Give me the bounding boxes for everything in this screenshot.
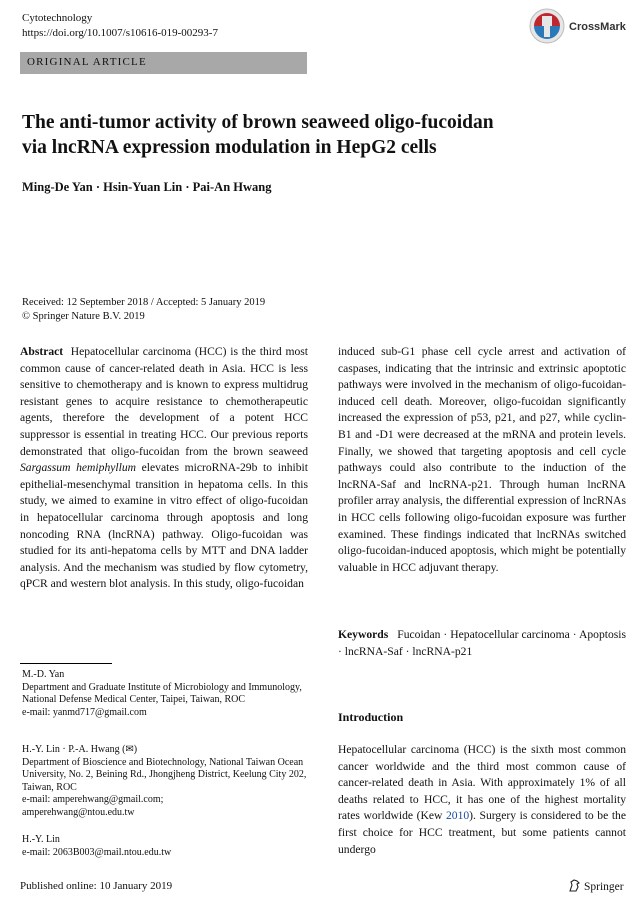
article-title — [22, 110, 622, 160]
affiliation-2-email-2[interactable]: amperehwang@ntou.edu.tw — [22, 806, 135, 818]
affiliation-1-email[interactable]: e-mail: yanmd717@gmail.com — [22, 706, 147, 718]
introduction-heading: Introduction — [338, 710, 404, 724]
crossmark-badge[interactable] — [529, 8, 629, 52]
copyright-notice: © Springer Nature B.V. 2019 — [22, 311, 145, 322]
section-banner-label: ORIGINAL ARTICLE — [27, 56, 147, 68]
citation-link[interactable]: 2010 — [445, 809, 470, 823]
received-accepted-dates: Received: 12 September 2018 / Accepted: 5 January 2019 — [22, 297, 266, 308]
affiliation-2 — [22, 744, 307, 820]
crossmark-label: CrossMark — [569, 21, 626, 33]
affiliation-divider — [20, 663, 112, 664]
intro-text-2: ). Surgery is considered to be the first choice for HCC treatment, but some patients cannot undergo — [338, 809, 626, 856]
abstract-text-1: Hepatocellular carcinoma (HCC) is the third most common cause of cancer-related death in Asia. HCC is less sensitive to chemotherapy and is known to express multidrug resistant genes to acquire resistance to chemotherapeutic agents, therefore the development of a potent HCC suppressor is essential in treating HCC. Our previous reports demonstrated that oligo-fucoidan from the brown seaweed — [20, 345, 308, 458]
springer-horse-icon — [568, 879, 581, 892]
published-date: Published online: 10 January 2019 — [20, 880, 173, 892]
introduction-text — [338, 742, 626, 858]
publisher-logo — [568, 879, 624, 893]
title-line-1: The anti-tumor activity of brown seaweed oligo-fucoidan — [22, 112, 494, 133]
title-line-2: via lncRNA expression modulation in HepG2 cells — [22, 137, 437, 158]
affiliation-3-email[interactable]: e-mail: 2063B003@mail.ntou.edu.tw — [22, 846, 172, 858]
doi-link[interactable]: https://doi.org/10.1007/s10616-019-00293-7 — [22, 27, 218, 39]
affiliation-1-name: M.-D. Yan — [22, 669, 65, 680]
affiliation-1 — [22, 669, 307, 719]
journal-name: Cytotechnology — [22, 12, 93, 24]
author-list: Ming-De Yan · Hsin-Yuan Lin · Pai-An Hwang — [22, 180, 272, 194]
affiliation-3-name: H.-Y. Lin — [22, 834, 60, 845]
keywords-text: Fucoidan · Hepatocellular carcinoma · Apoptosis · lncRNA-Saf · lncRNA-p21 — [338, 628, 627, 658]
crossmark-icon — [529, 8, 565, 44]
affiliation-2-email-1[interactable]: e-mail: amperehwang@gmail.com; — [22, 794, 164, 806]
section-banner — [20, 52, 307, 74]
abstract-text-2: elevates microRNA-29b to inhibit epithelial-mesenchymal transition in hepatoma cells. In this study, we aimed to examine in vitro effect of oligo-fucoidan in hepatocellular carcinoma through apoptosis and long noncoding RNA (lncRNA) pathway. Oligo-fucoidan was studied for its anti-hepatoma cells by MTT and DNA ladder analysis. And the mechanism was studied by flow cytometry, qPCR and western blot analysis. In this study, oligo-fucoidan — [20, 461, 308, 591]
keywords-label: Keywords — [338, 628, 389, 641]
affiliation-2-name: H.-Y. Lin · P.-A. Hwang (✉) — [22, 744, 138, 755]
intro-text-1: Hepatocellular carcinoma (HCC) is the sixth most common cancer worldwide and the third most common cause of cancer-related death in Asia. With approximately 1% of all deaths related to HCC, it has one of the highest mortality rates worldwide (Kew — [338, 743, 626, 823]
affiliation-3 — [22, 834, 307, 859]
publisher-name: Springer — [584, 881, 624, 893]
abstract-label: Abstract — [20, 345, 64, 358]
affiliation-1-dept: Department and Graduate Institute of Microbiology and Immunology, National Defense Medical Center, Taipei, Taiwan, ROC — [22, 681, 302, 706]
keywords — [338, 627, 626, 660]
abstract-left-column — [20, 344, 308, 593]
abstract-right-column: induced sub-G1 phase cell cycle arrest and activation of caspases, indicating that the intrinsic and extrinsic apoptotic pathways were involved in the mechanism of oligo-fucoidan-induced cell death. Moreover, oligo-fucoidan significantly increased the expression of p53, p21, and p27, while cyclin-B1 and -D1 were decreased at the mRNA and protein levels. Finally, we showed that targeting apoptosis and cell cycle pathways could also contribute to the induction of the lncRNA-Saf and lncRNA-p21. Through human lncRNA profiler array analysis, the differential expression of lncRNAs in HCC cells following oligo-fucoidan exposure was further examined. These findings indicated that lncRNAs switched oligo-fucoidan-induced apoptosis, which might be potentially valuable in HCC adjuvant therapy. — [338, 345, 626, 574]
affiliation-2-dept: Department of Bioscience and Biotechnology, National Taiwan Ocean University, No. 2, Beining Rd., Jhongjheng District, Keelung City 202, Taiwan, ROC — [22, 756, 307, 793]
abstract-species: Sargassum hemiphyllum — [20, 461, 136, 475]
